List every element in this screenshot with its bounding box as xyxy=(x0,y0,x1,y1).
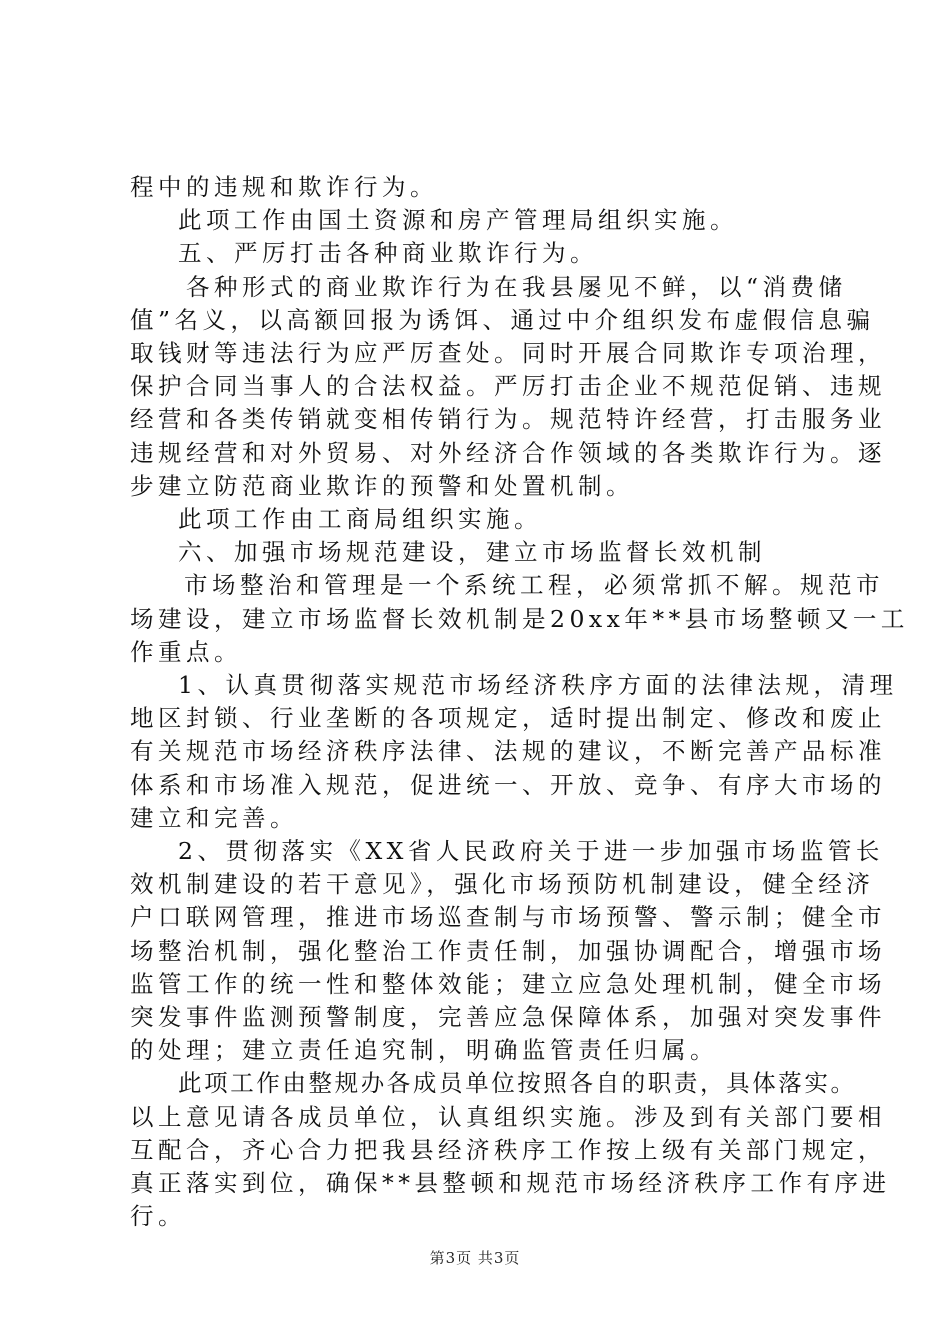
text-line: 监管工作的统一性和整体效能；建立应急处理机制，健全市场 xyxy=(130,969,886,998)
text-line: 体系和市场准入规范，促进统一、开放、竞争、有序大市场的 xyxy=(130,770,886,799)
text-line: 户口联网管理，推进市场巡查制与市场预警、警示制；健全市 xyxy=(130,903,886,932)
text-line: 作重点。 xyxy=(130,637,242,666)
page-number: 第3页 共3页 xyxy=(429,1249,521,1267)
text-line: 各种形式的商业欺诈行为在我县屡见不鲜，以“消费储 xyxy=(186,272,847,301)
text-line: 互配合，齐心合力把我县经济秩序工作按上级有关部门规定， xyxy=(130,1135,886,1164)
text-line: 1、认真贯彻落实规范市场经济秩序方面的法律法规，清理 xyxy=(178,671,898,699)
text-line: 值”名义，以高额回报为诱饵、通过中介组织发布虚假信息骗 xyxy=(130,305,875,334)
text-line: 地区封锁、行业垄断的各项规定，适时提出制定、修改和废止 xyxy=(130,704,886,733)
text-line: 程中的违规和欺诈行为。 xyxy=(130,173,438,201)
text-line: 取钱财等违法行为应严厉查处。同时开展合同欺诈专项治理， xyxy=(130,339,886,367)
text-line: 违规经营和对外贸易、对外经济合作领域的各类欺诈行为。逐 xyxy=(130,438,886,467)
text-line: 有关规范市场经济秩序法律、法规的建议，不断完善产品标准 xyxy=(130,737,886,766)
text-line: 市场整治和管理是一个系统工程，必须常抓不解。规范市 xyxy=(184,571,884,600)
text-line: 此项工作由工商局组织实施。 xyxy=(178,505,542,533)
text-line: 经营和各类传销就变相传销行为。规范特许经营，打击服务业 xyxy=(130,405,886,434)
text-line: 效机制建设的若干意见》，强化市场预防机制建设，健全经济 xyxy=(130,870,875,899)
section-heading: 六、加强市场规范建设，建立市场监督长效机制 xyxy=(178,538,766,567)
text-line: 突发事件监测预警制度，完善应急保障体系，加强对突发事件 xyxy=(130,1003,886,1031)
text-line: 场整治机制，强化整治工作责任制，加强协调配合，增强市场 xyxy=(130,936,886,965)
text-line: 真正落实到位，确保**县整顿和规范市场经济秩序工作有序进 xyxy=(130,1169,891,1197)
text-line: 以上意见请各成员单位，认真组织实施。涉及到有关部门要相 xyxy=(130,1102,886,1131)
text-line: 场建设，建立市场监督长效机制是20xx年**县市场整顿又一工 xyxy=(130,604,909,633)
text-line: 此项工作由整规办各成员单位按照各自的职责，具体落实。 xyxy=(178,1069,857,1098)
text-line: 行。 xyxy=(130,1202,186,1231)
text-line: 此项工作由国土资源和房产管理局组织实施。 xyxy=(178,206,738,235)
text-line: 保护合同当事人的合法权益。严厉打击企业不规范促销、违规 xyxy=(130,372,886,401)
text-line: 的处理；建立责任追究制，明确监管责任归属。 xyxy=(130,1036,718,1065)
text-line: 步建立防范商业欺诈的预警和处置机制。 xyxy=(130,471,634,500)
text-line: 建立和完善。 xyxy=(130,803,298,832)
text-line: 五、严厉打击各种商业欺诈行为。 xyxy=(178,239,598,268)
text-line: 2、贯彻落实《XX省人民政府关于进一步加强市场监管长 xyxy=(178,837,884,865)
